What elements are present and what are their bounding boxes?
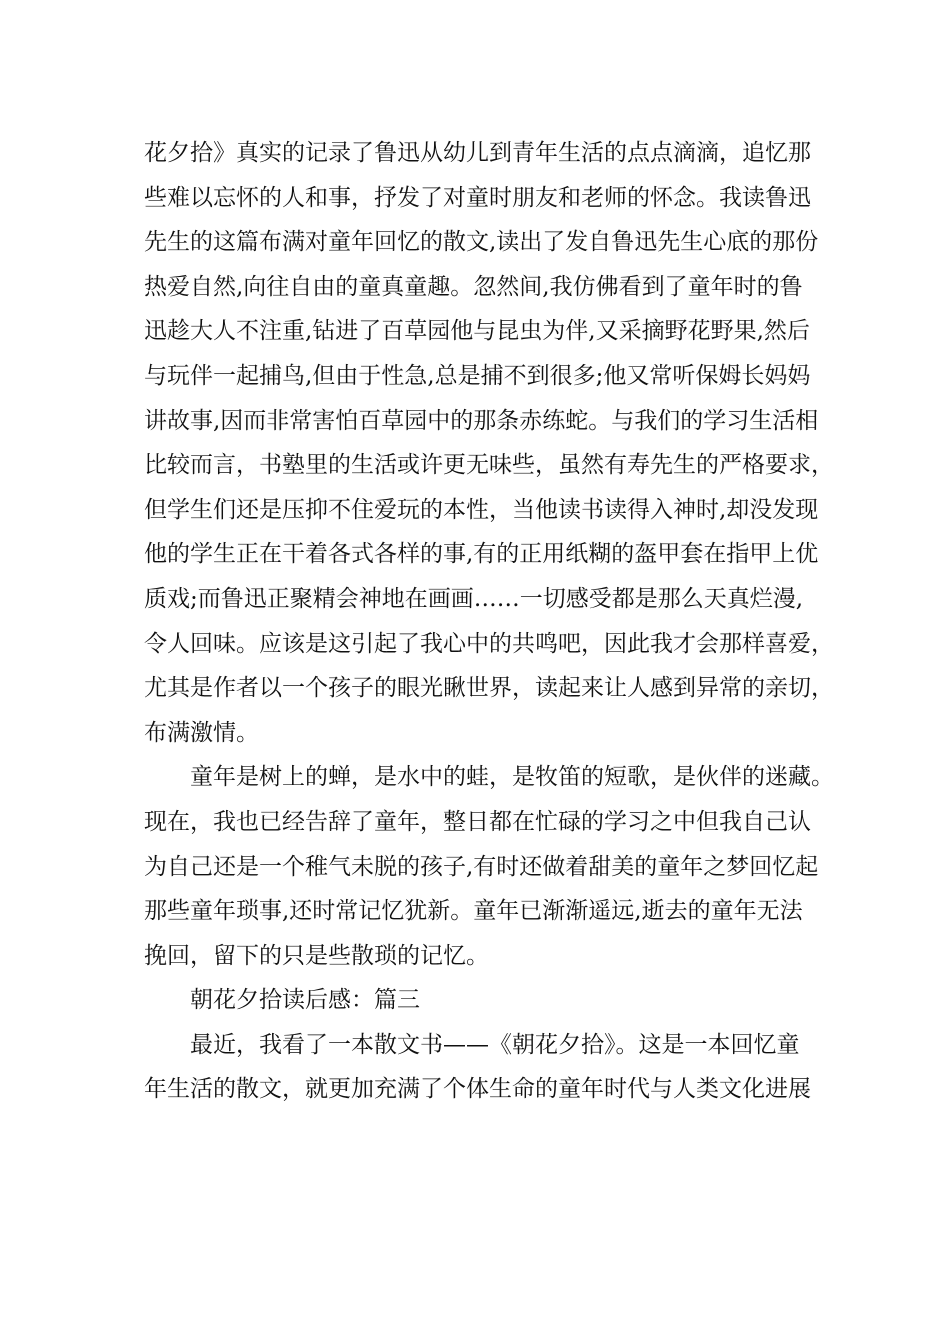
paragraph-line: 但学生们还是压抑不住爱玩的本性，当他读书读得入神时,却没发现 [144, 496, 819, 523]
paragraph-line: 为自己还是一个稚气未脱的孩子,有时还做着甜美的童年之梦回忆起 [144, 853, 819, 880]
paragraph-line: 现在，我也已经告辞了童年，整日都在忙碌的学习之中但我自己认 [144, 808, 811, 835]
paragraph-2 [144, 755, 844, 978]
paragraph-line: 令人回味。应该是这引起了我心中的共鸣吧，因此我才会那样喜爱， [144, 630, 834, 657]
paragraph-line: 与玩伴一起捕鸟,但由于性急,总是捕不到很多;他又常听保姆长妈妈 [144, 362, 811, 389]
paragraph-line: 挽回，留下的只是些散琐的记忆。 [144, 942, 489, 969]
paragraph-1 [144, 131, 844, 755]
paragraph-3 [144, 1023, 844, 1112]
paragraph-line: 童年是树上的蝉，是水中的蛙，是牧笛的短歌，是伙伴的迷藏。 [190, 764, 834, 791]
paragraph-line: 他的学生正在干着各式各样的事,有的正用纸糊的盔甲套在指甲上优 [144, 541, 819, 568]
paragraph-line: 讲故事,因而非常害怕百草园中的那条赤练蛇。与我们的学习生活相 [144, 407, 819, 434]
paragraph-line: 年生活的散文，就更加充满了个体生命的童年时代与人类文化进展 [144, 1076, 811, 1103]
paragraph-line: 布满激情。 [144, 719, 259, 746]
paragraph-line: 那些童年琐事,还时常记忆犹新。童年已渐渐遥远,逝去的童年无法 [144, 898, 803, 925]
paragraph-line: 比较而言，书塾里的生活或许更无味些，虽然有寿先生的严格要求， [144, 452, 834, 479]
document-body [144, 131, 844, 1112]
paragraph-line: 些难以忘怀的人和事，抒发了对童时朋友和老师的怀念。我读鲁迅 [144, 184, 811, 211]
paragraph-line: 最近，我看了一本散文书——《朝花夕拾》。这是一本回忆童 [190, 1031, 800, 1058]
paragraph-line: 尤其是作者以一个孩子的眼光瞅世界，读起来让人感到异常的亲切， [144, 675, 834, 702]
paragraph-line: 先生的这篇布满对童年回忆的散文,读出了发自鲁迅先生心底的那份 [144, 229, 819, 256]
section-heading: 朝花夕拾读后感：篇三 [190, 987, 420, 1014]
paragraph-line: 花夕拾》真实的记录了鲁迅从幼儿到青年生活的点点滴滴，追忆那 [144, 140, 811, 166]
paragraph-line: 质戏;而鲁迅正聚精会神地在画画……一切感受都是那么天真烂漫, [144, 585, 804, 612]
paragraph-line: 迅趁大人不注重,钻进了百草园他与昆虫为伴,又采摘野花野果,然后 [144, 318, 810, 345]
paragraph-line: 热爱自然,向往自由的童真童趣。忽然间,我仿佛看到了童年时的鲁 [144, 273, 803, 300]
